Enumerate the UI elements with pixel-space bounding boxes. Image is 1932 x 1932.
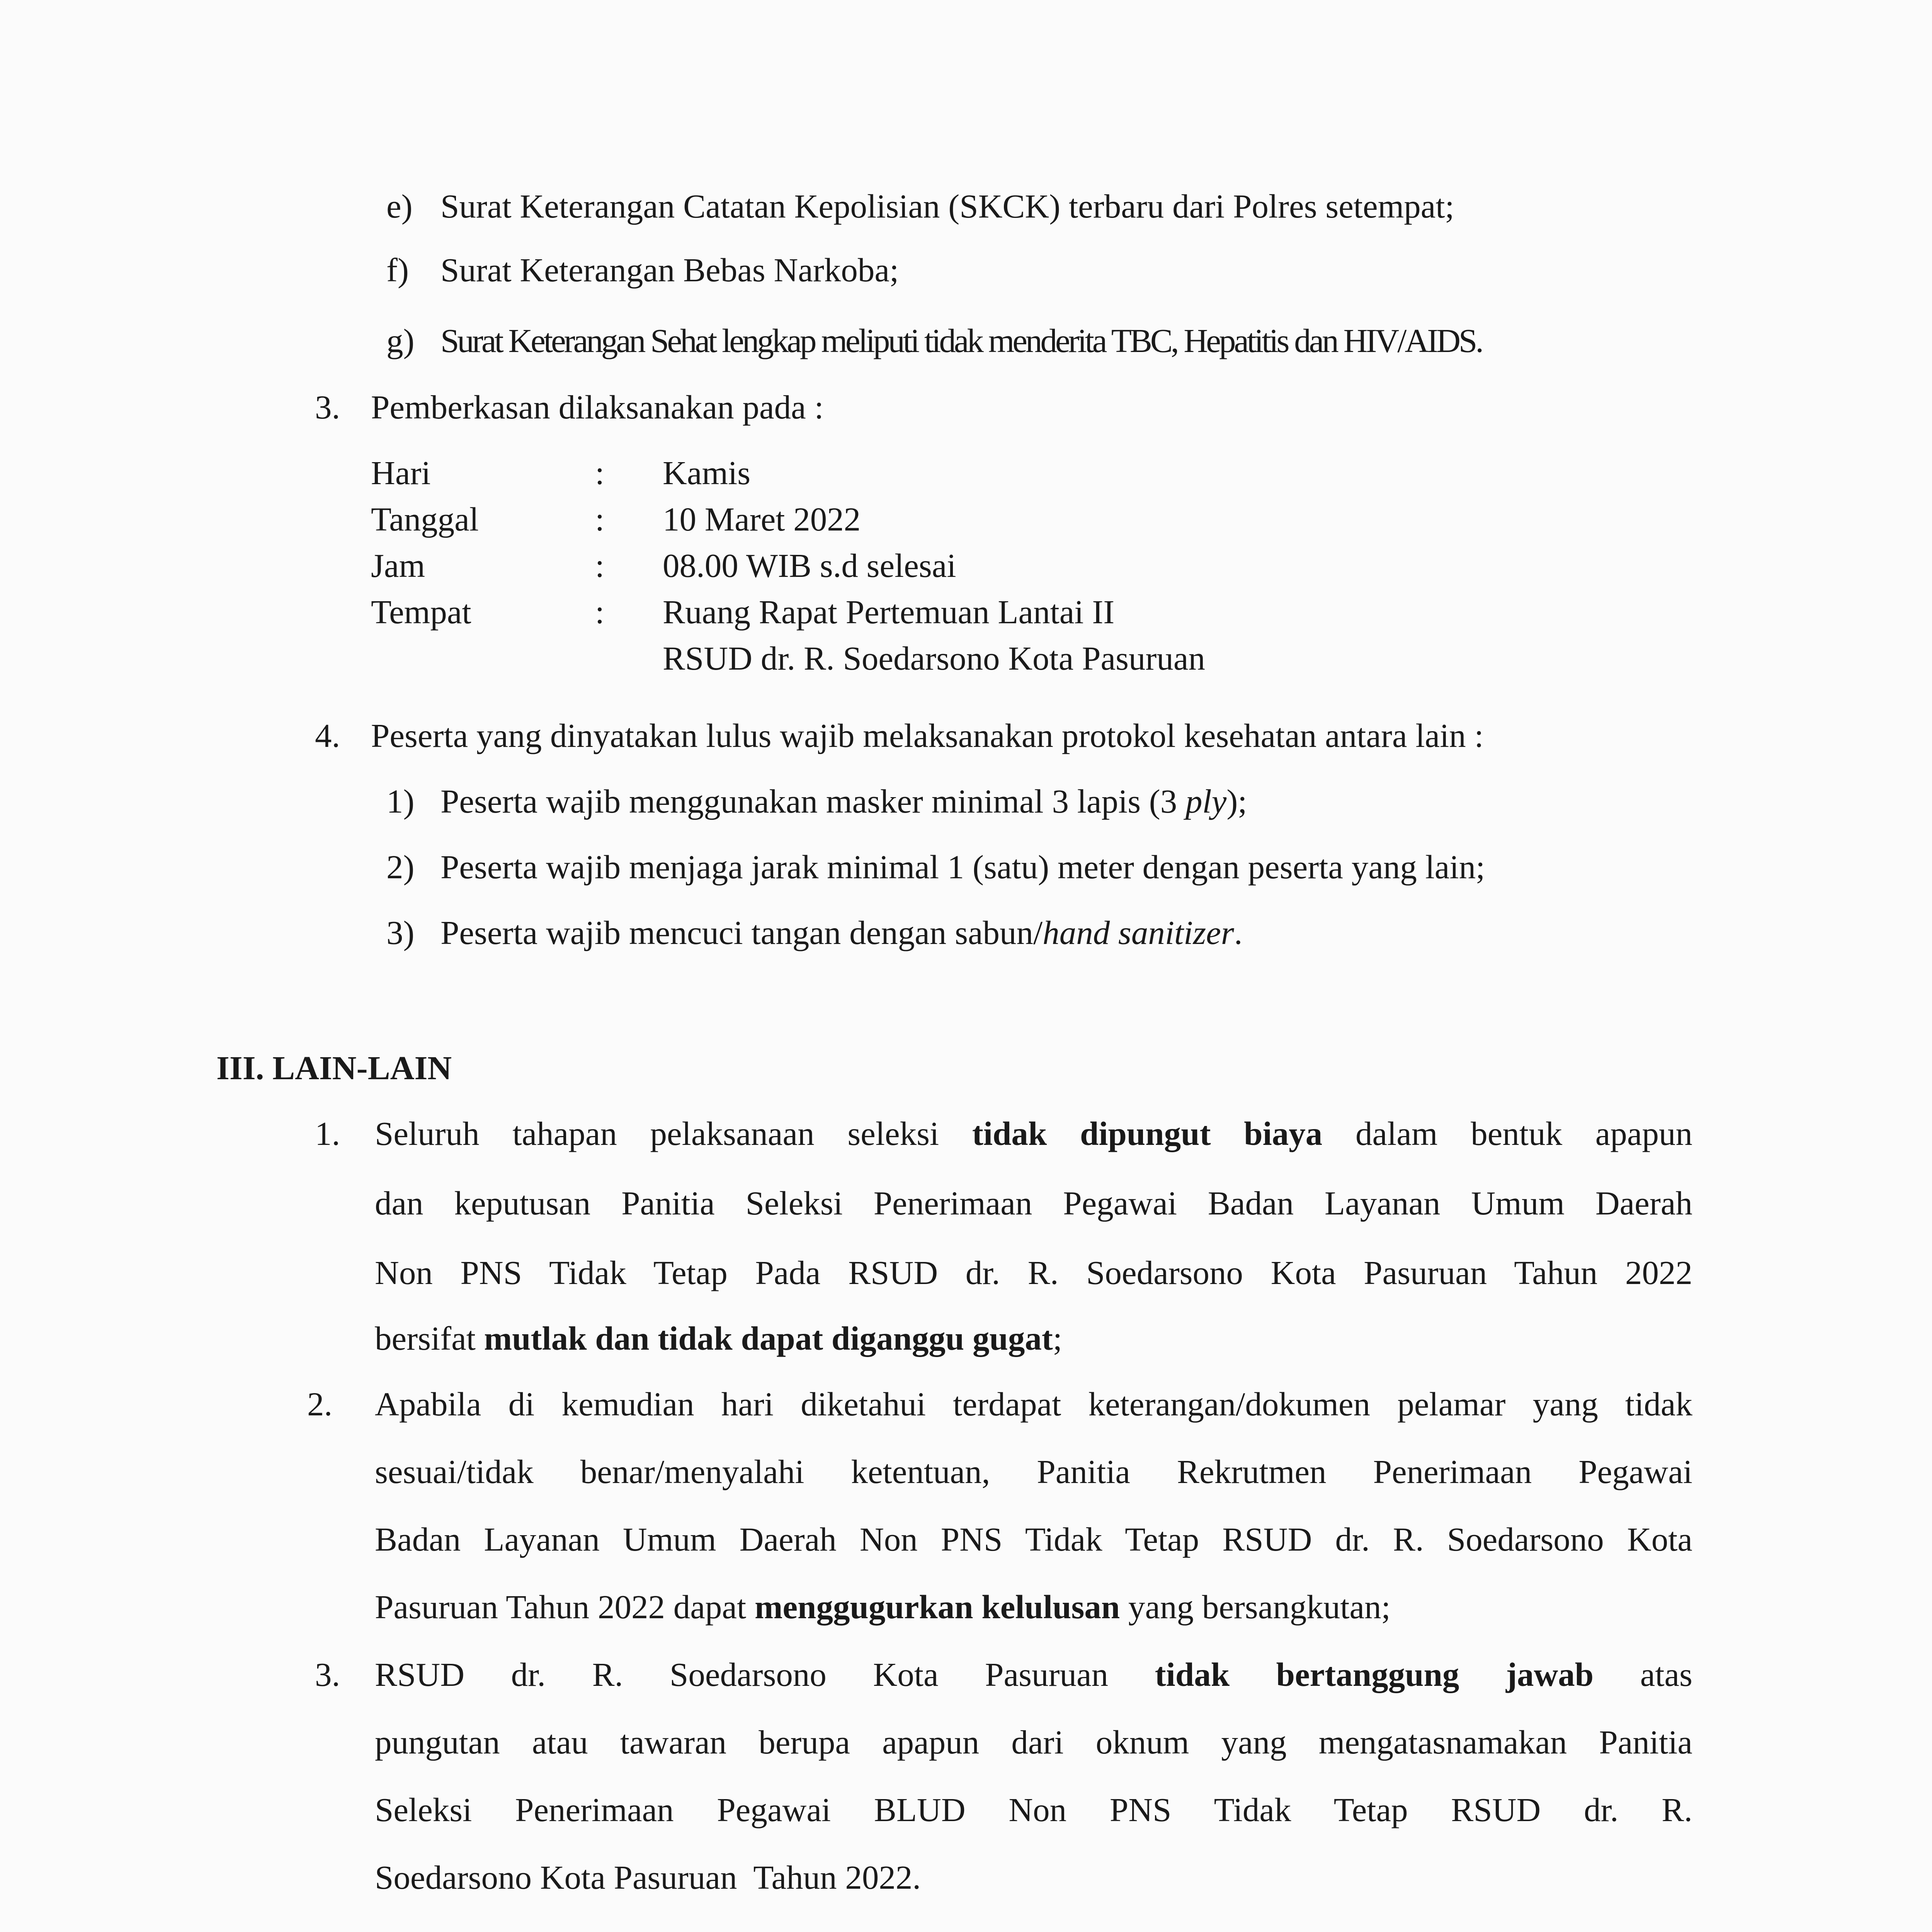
list-number: 3. [315,1656,340,1693]
list-text: Peserta yang dinyatakan lulus wajib melaksanakan protokol kesehatan antara lain : [371,717,1484,754]
protocol-marker: 3) [386,914,415,951]
schedule-separator: : [595,593,605,631]
schedule-label-tanggal: Tanggal [371,500,479,538]
paragraph-line: RSUD dr. R. Soedarsono Kota Pasuruan tidak bertanggung jawab atas [375,1656,1693,1693]
list-text: Pemberkasan dilaksanakan pada : [371,388,824,426]
paragraph-line: Non PNS Tidak Tetap Pada RSUD dr. R. Soedarsono Kota Pasuruan Tahun 2022 [375,1254,1692,1291]
paragraph-line: Badan Layanan Umum Daerah Non PNS Tidak Tetap RSUD dr. R. Soedarsono Kota [375,1520,1692,1558]
paragraph-line: Pasuruan Tahun 2022 dapat menggugurkan kelulusan yang bersangkutan; [375,1588,1391,1626]
schedule-label-tempat: Tempat [371,593,471,631]
item-text: Surat Keterangan Bebas Narkoba; [440,251,899,289]
paragraph-line: bersifat mutlak dan tidak dapat diganggu gugat; [375,1320,1063,1357]
list-number: 1. [315,1115,340,1152]
item-marker: g) [386,322,415,359]
paragraph-line: sesuai/tidak benar/menyalahi ketentuan, Panitia Rekrutmen Penerimaan Pegawai [375,1453,1692,1490]
list-number: 3. [315,388,340,426]
item-text: Surat Keterangan Catatan Kepolisian (SKCK) terbaru dari Polres setempat; [440,187,1454,225]
item-text: Surat Keterangan Sehat lengkap meliputi tidak menderita TBC, Hepatitis dan HIV/AIDS. [440,322,1482,359]
protocol-item: Peserta wajib menggunakan masker minimal 3 lapis (3 ply); [440,782,1247,820]
schedule-label-hari: Hari [371,454,431,492]
schedule-value-tempat-line2: RSUD dr. R. Soedarsono Kota Pasuruan [663,639,1206,677]
schedule-value-jam: 08.00 WIB s.d selesai [663,547,956,584]
paragraph-line: Apabila di kemudian hari diketahui terdapat keterangan/dokumen pelamar yang tidak [375,1385,1692,1423]
list-number: 4. [315,717,340,754]
schedule-separator: : [595,500,605,538]
schedule-separator: : [595,547,605,584]
paragraph-line: dan keputusan Panitia Seleksi Penerimaan Pegawai Badan Layanan Umum Daerah [375,1184,1692,1222]
schedule-value-tanggal: 10 Maret 2022 [663,500,861,538]
paragraph-line: Seluruh tahapan pelaksanaan seleksi tidak dipungut biaya dalam bentuk apapun [375,1115,1693,1152]
item-marker: f) [386,251,409,289]
paragraph-line: Seleksi Penerimaan Pegawai BLUD Non PNS Tidak Tetap RSUD dr. R. [375,1791,1692,1828]
protocol-marker: 2) [386,848,415,886]
schedule-separator: : [595,454,605,492]
schedule-value-tempat: Ruang Rapat Pertemuan Lantai II [663,593,1115,631]
list-number: 2. [307,1385,333,1423]
schedule-label-jam: Jam [371,547,425,584]
section-heading: III. LAIN-LAIN [216,1049,452,1087]
protocol-item: Peserta wajib mencuci tangan dengan sabun/hand sanitizer. [440,914,1243,951]
paragraph-line: pungutan atau tawaran berupa apapun dari oknum yang mengatasnamakan Panitia [375,1723,1692,1761]
protocol-item: Peserta wajib menjaga jarak minimal 1 (satu) meter dengan peserta yang lain; [440,848,1485,886]
item-marker: e) [386,187,413,225]
paragraph-line: Soedarsono Kota Pasuruan Tahun 2022. [375,1859,921,1896]
schedule-value-hari: Kamis [663,454,751,492]
protocol-marker: 1) [386,782,415,820]
